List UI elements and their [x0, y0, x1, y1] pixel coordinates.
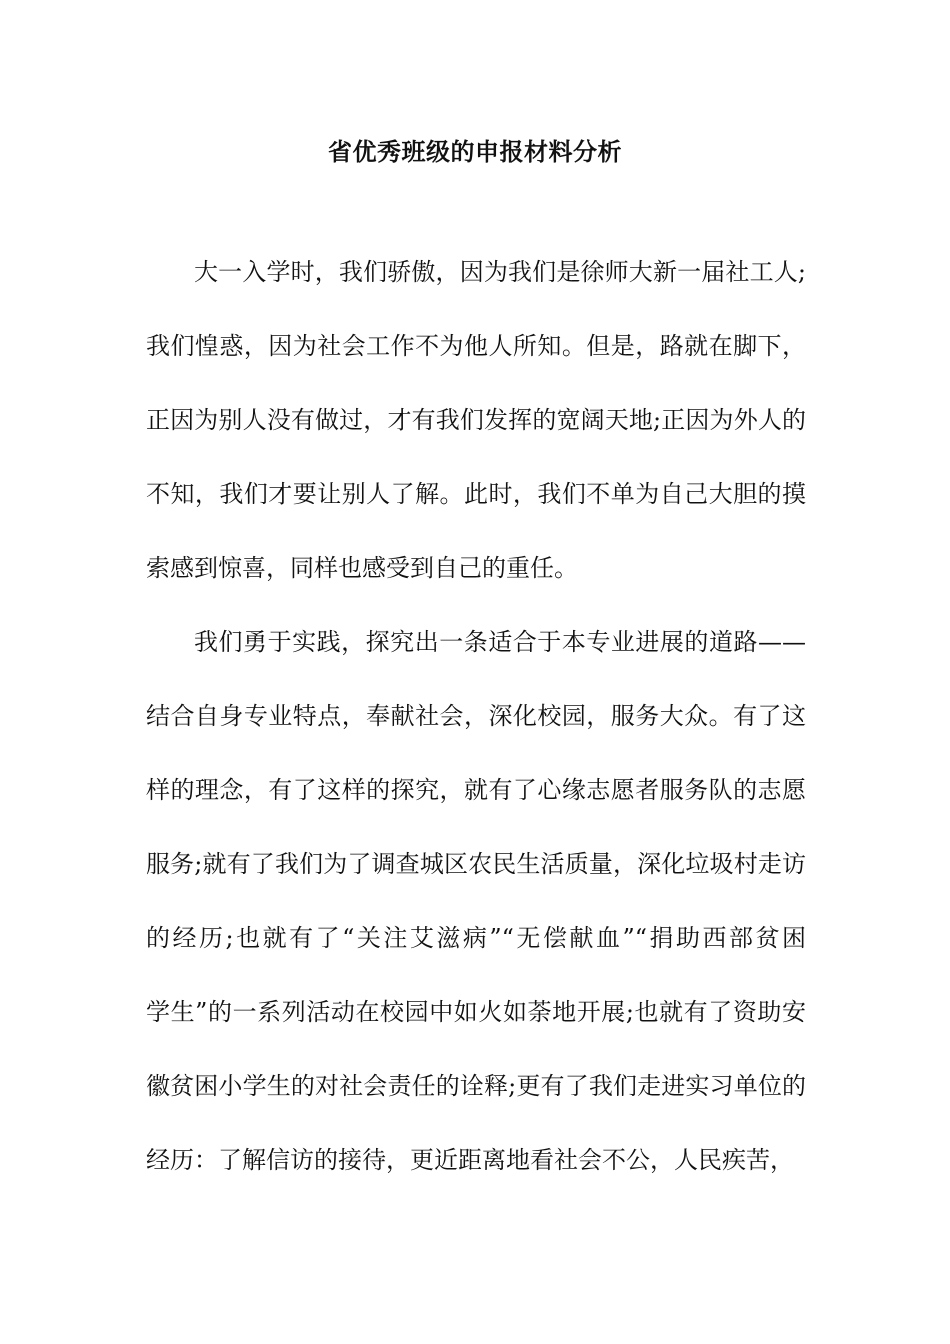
text-line: 徽贫困小学生的对社会责任的诠释;更有了我们走进实习单位的 — [146, 1072, 806, 1100]
paragraph-1 — [146, 250, 806, 620]
text-line: 大一入学时，我们骄傲，因为我们是徐师大新一届社工人; — [194, 258, 806, 286]
text-line: 样的理念，有了这样的探究，就有了心缘志愿者服务队的志愿 — [146, 776, 806, 804]
document-body — [146, 250, 806, 1212]
paragraph-2 — [146, 620, 806, 1212]
text-line: 索感到惊喜，同样也感受到自己的重任。 — [146, 554, 578, 582]
text-line: 我们勇于实践，探究出一条适合于本专业进展的道路—— — [194, 628, 806, 656]
document-title: 省优秀班级的申报材料分析 — [328, 138, 622, 166]
text-line: 结合自身专业特点，奉献社会，深化校园，服务大众。有了这 — [146, 702, 806, 730]
text-line: 学生”的一系列活动在校园中如火如荼地开展;也就有了资助安 — [146, 998, 806, 1026]
text-line: 正因为别人没有做过，才有我们发挥的宽阔天地;正因为外人的 — [146, 406, 806, 434]
text-line: 不知，我们才要让别人了解。此时，我们不单为自己大胆的摸 — [146, 480, 806, 508]
text-line: 我们惶惑，因为社会工作不为他人所知。但是，路就在脚下， — [146, 332, 806, 360]
text-line: 服务;就有了我们为了调查城区农民生活质量，深化垃圾村走访 — [146, 850, 806, 878]
text-line: 经历：了解信访的接待，更近距离地看社会不公，人民疾苦， — [146, 1146, 794, 1174]
text-line: 的经历;也就有了“关注艾滋病”“无偿献血”“捐助西部贫困 — [146, 924, 806, 952]
